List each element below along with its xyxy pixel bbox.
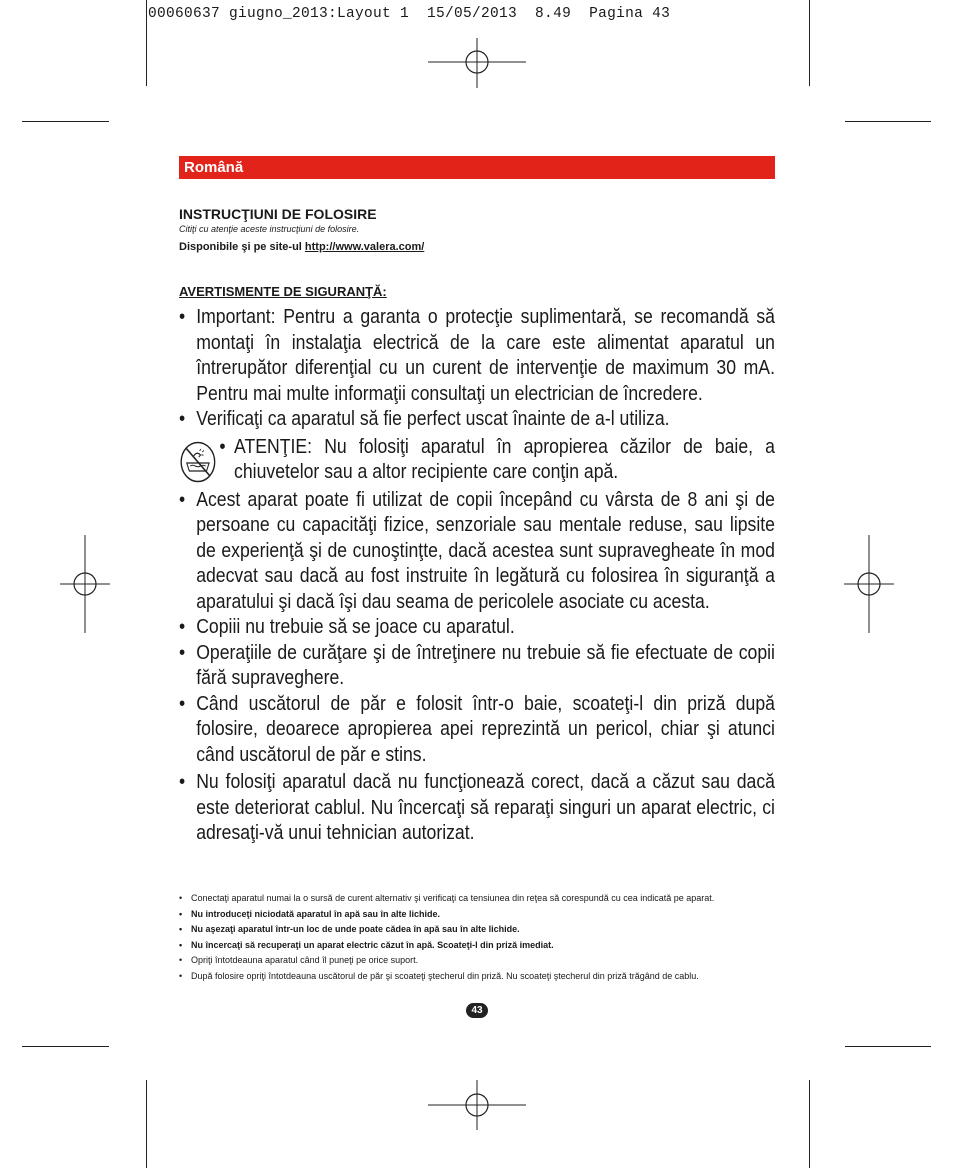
list-item: • Nu introduceţi niciodată aparatul în apă sau în alte lichide. <box>179 908 441 919</box>
small-print-list <box>179 891 775 984</box>
website-prefix: Disponibile şi pe site-ul <box>179 241 305 253</box>
list-item: • Nu aşezaţi aparatul într-un loc de unde poate cădea în apă sau în alte lichide. <box>179 924 520 934</box>
registration-mark-right-icon <box>844 535 894 633</box>
list-item: • Copiii nu trebuie să se joace cu aparatul. <box>179 615 515 638</box>
list-item: • ATENŢIE: Nu folosiţi aparatul în apropierea căzilor de baie, a chiuvetelor sau a altor recipiente care conţin apă. <box>179 434 775 485</box>
print-slug: 00060637 giugno_2013:Layout 1 15/05/2013 8.49 Pagina 43 <box>148 6 671 22</box>
list-item: • Verificaţi ca aparatul să fie perfect uscat înainte de a-l utiliza. <box>179 407 670 430</box>
list-item: • Nu folosiţi aparatul dacă nu funcţionează corect, dacă a căzut sau dacă este deteriorat cablul. Nu încercaţi să reparaţi singuri un aparat electric, ci adresaţi-vă unui tehnician autorizat. <box>179 770 775 844</box>
instructions-title: INSTRUCŢIUNI DE FOLOSIRE <box>179 206 377 222</box>
registration-mark-top-icon <box>428 38 526 88</box>
website-link[interactable]: http://www.valera.com/ <box>304 241 425 253</box>
safety-warnings-list <box>179 304 775 846</box>
list-item: • Când uscătorul de păr e folosit într-o baie, scoateţi-l din priză după folosire, deoarece apropierea apei reprezintă un pericol, chiar şi atunci când uscătorul de păr e stins. <box>179 691 775 766</box>
website-note <box>179 241 424 253</box>
list-item: • Nu încercaţi să recuperaţi un aparat electric căzut în apă. Scoateţi-l din priză imediat. <box>179 939 554 950</box>
list-item: • Opriţi întotdeauna aparatul când îl puneţi pe orice suport. <box>179 955 419 965</box>
page-number: 43 <box>466 1003 488 1018</box>
no-bath-use-icon <box>179 440 217 484</box>
safety-warnings-title: AVERTISMENTE DE SIGURANŢĂ: <box>179 284 387 299</box>
instructions-subtitle: Citiţi cu atenţie aceste instrucţiuni de folosire. <box>179 224 360 234</box>
registration-mark-left-icon <box>60 535 110 633</box>
list-item: • Important: Pentru a garanta o protecţie suplimentară, se recomandă să montaţi în instalaţia electrică de la care este alimentat aparatul un întrerupător diferenţial cu un curent de intervenţie de maximum 30 mA. Pentru mai multe informaţii consultaţi un electrician de încredere. <box>179 305 775 405</box>
list-item: • După folosire opriţi întotdeauna uscătorul de păr şi scoateţi ştecherul din priză. Nu scoateţi ştecherul din priză trăgând de cablu. <box>179 970 699 981</box>
language-section-bar: Română <box>179 156 775 179</box>
registration-mark-bottom-icon <box>428 1080 526 1130</box>
list-item: • Acest aparat poate fi utilizat de copii începând cu vârsta de 8 ani şi de persoane cu capacităţi fizice, senzoriale sau mentale reduse, sau lipsite de experienţă şi de cunoştinţte, dacă acestea sunt supravegheate în mod adecvat sau dacă au fost instruite în legătură cu folosirea în siguranţă a aparatului şi dacă îşi dau seama de pericolele asociate cu acesta. <box>179 487 775 613</box>
list-item: • Conectaţi aparatul numai la o sursă de curent alternativ şi verificaţi ca tensiunea din reţea să corespundă cu cea indicată pe aparat. <box>179 893 715 903</box>
list-item: • Operaţiile de curăţare şi de întreţinere nu trebuie să fie efectuate de copii fără supraveghere. <box>179 640 775 689</box>
